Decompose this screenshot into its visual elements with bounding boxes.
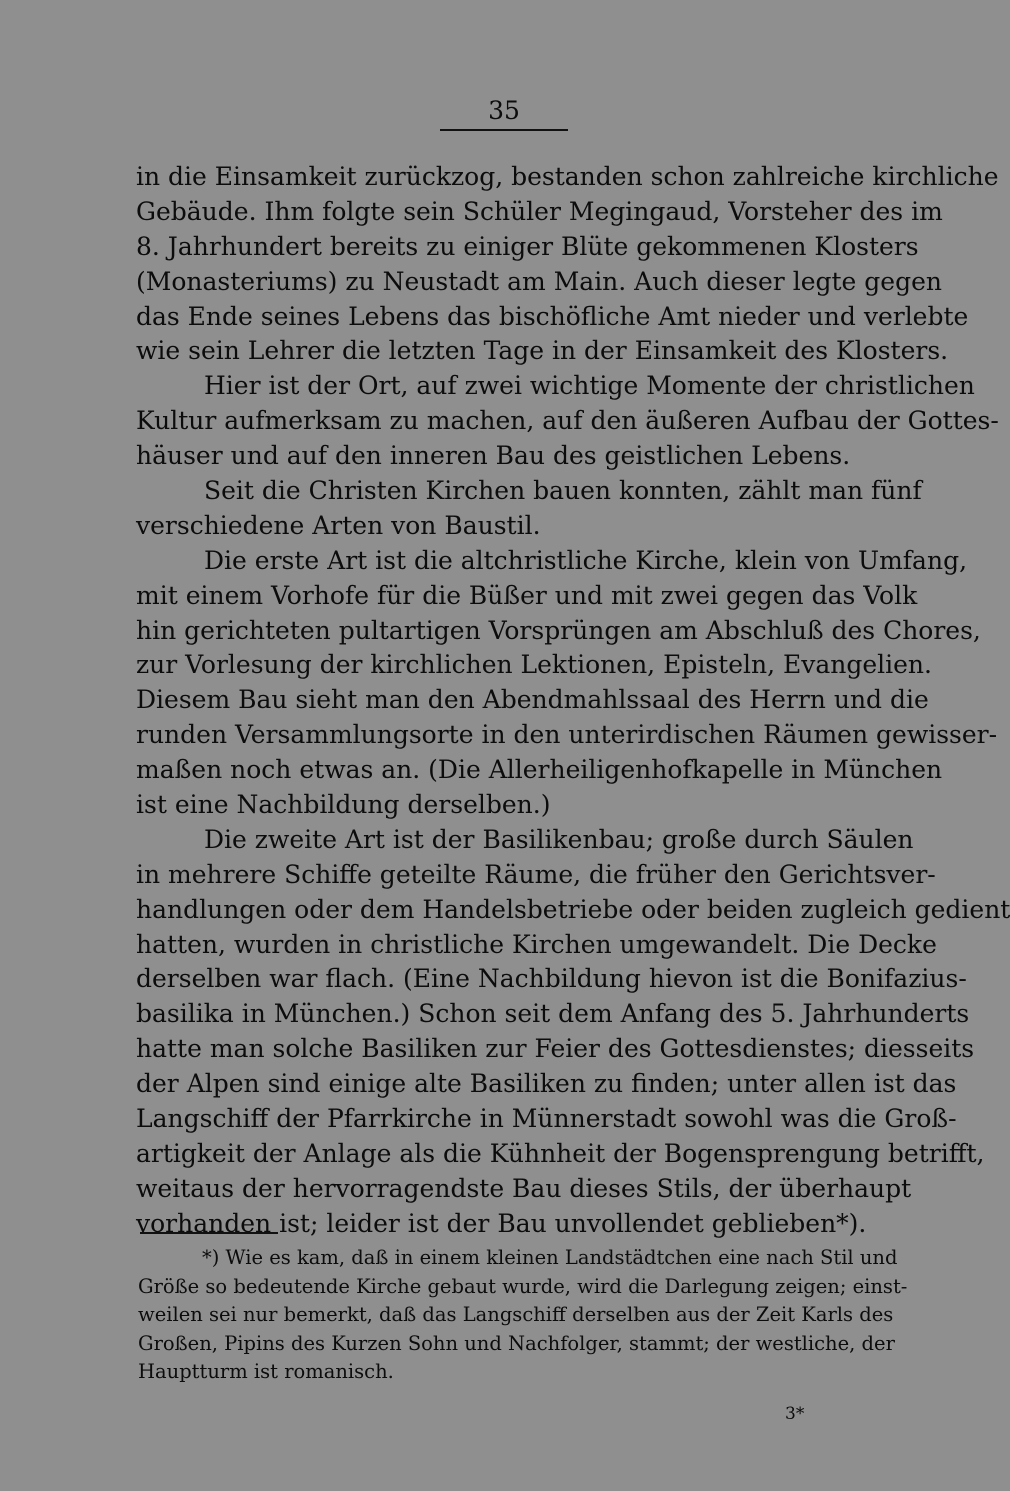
footnote-line: Großen, Pipins des Kurzen Sohn und Nachfolger, stammt; der westliche, der xyxy=(138,1331,895,1355)
text-line: hatten, wurden in christliche Kirchen umgewandelt. Die Decke xyxy=(136,929,937,959)
text-line: Kultur aufmerksam zu machen, auf den äußeren Aufbau der Gottes- xyxy=(136,406,999,436)
text-line: maßen noch etwas an. (Die Allerheiligenhofkapelle in München xyxy=(136,755,943,785)
text-line: das Ende seines Lebens das bischöfliche Amt nieder und verlebte xyxy=(136,301,969,331)
text-line: vorhanden ist; leider ist der Bau unvollendet geblieben*). xyxy=(136,1208,867,1238)
text-line: Gebäude. Ihm folgte sein Schüler Megingaud, Vorsteher des im xyxy=(136,196,943,226)
page-number: 35 xyxy=(488,96,520,125)
text-line: mit einem Vorhofe für die Büßer und mit zwei gegen das Volk xyxy=(136,580,918,610)
text-line: Hier ist der Ort, auf zwei wichtige Momente der christlichen xyxy=(204,371,975,401)
text-line: Diesem Bau sieht man den Abendmahlssaal des Herrn und die xyxy=(136,685,929,715)
footnote xyxy=(138,1244,908,1387)
text-line: hin gerichteten pultartigen Vorsprüngen am Abschluß des Chores, xyxy=(136,615,981,645)
text-line: runden Versammlungsorte in den unterirdischen Räumen gewisser- xyxy=(136,720,998,750)
text-line: Die erste Art ist die altchristliche Kirche, klein von Umfang, xyxy=(204,545,968,575)
text-line: häuser und auf den inneren Bau des geistlichen Lebens. xyxy=(136,441,851,471)
header-rule xyxy=(440,129,568,131)
text-line: in die Einsamkeit zurückzog, bestanden schon zahlreiche kirchliche xyxy=(136,162,999,191)
footnote-rule xyxy=(140,1232,278,1234)
text-line: 8. Jahrhundert bereits zu einiger Blüte gekommenen Klosters xyxy=(136,231,919,261)
text-line: Seit die Christen Kirchen bauen konnten, zählt man fünf xyxy=(204,476,922,506)
printer-signature-mark: 3* xyxy=(785,1404,805,1424)
text-line: Langschiff der Pfarrkirche in Münnerstadt sowohl was die Groß- xyxy=(136,1104,957,1134)
text-line: zur Vorlesung der kirchlichen Lektionen, Episteln, Evangelien. xyxy=(136,650,932,680)
text-line: der Alpen sind einige alte Basiliken zu finden; unter allen ist das xyxy=(136,1069,957,1099)
text-line: verschiedene Arten von Baustil. xyxy=(136,510,541,540)
text-line: wie sein Lehrer die letzten Tage in der Einsamkeit des Klosters. xyxy=(136,336,949,366)
main-text xyxy=(136,160,1010,1242)
footnote-line: Größe so bedeutende Kirche gebaut wurde, wird die Darlegung zeigen; einst- xyxy=(138,1274,908,1298)
text-line: artigkeit der Anlage als die Kühnheit der Bogensprengung betrifft, xyxy=(136,1138,985,1168)
footnote-line: weilen sei nur bemerkt, daß das Langschiff derselben aus der Zeit Karls des xyxy=(138,1303,894,1327)
text-line: basilika in München.) Schon seit dem Anfang des 5. Jahrhunderts xyxy=(136,999,970,1029)
text-line: (Monasteriums) zu Neustadt am Main. Auch dieser legte gegen xyxy=(136,266,942,296)
text-line: handlungen oder dem Handelsbetriebe oder beiden zugleich gedient xyxy=(136,894,1010,924)
text-line: weitaus der hervorragendste Bau dieses Stils, der überhaupt xyxy=(136,1173,912,1203)
footnote-line: Hauptturm ist romanisch. xyxy=(138,1360,394,1384)
text-line: Die zweite Art ist der Basilikenbau; große durch Säulen xyxy=(204,824,914,854)
text-line: in mehrere Schiffe geteilte Räume, die früher den Gerichtsver- xyxy=(136,859,936,889)
text-line: derselben war flach. (Eine Nachbildung hievon ist die Bonifazius- xyxy=(136,964,967,994)
text-line: ist eine Nachbildung derselben.) xyxy=(136,790,551,820)
text-line: hatte man solche Basiliken zur Feier des Gottesdienstes; diesseits xyxy=(136,1034,975,1064)
footnote-line: *) Wie es kam, daß in einem kleinen Landstädtchen eine nach Stil und xyxy=(202,1246,898,1269)
